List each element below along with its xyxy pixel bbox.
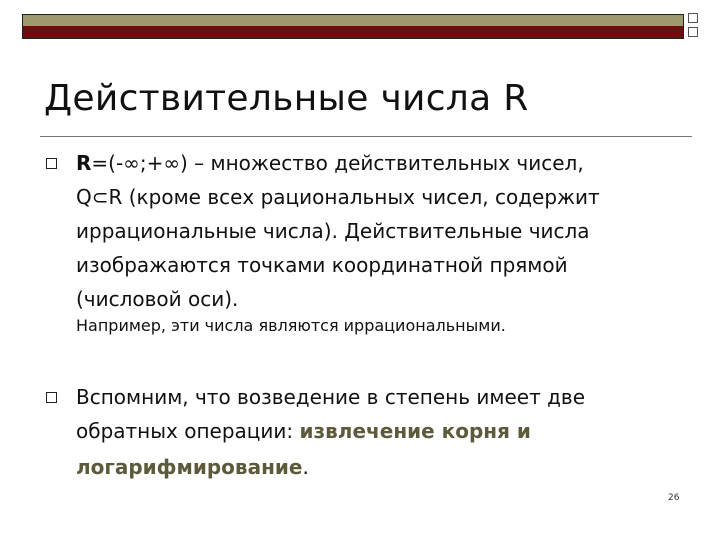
header-band-maroon xyxy=(22,26,684,39)
bullet-marker-1 xyxy=(46,158,57,169)
bullet-2-line-1: Вспомним, что возведение в степень имеет две xyxy=(76,385,585,409)
bullet-1-line-3: иррациональные числа). Действительные числа xyxy=(76,219,590,243)
bold-r: R xyxy=(76,151,92,175)
accent-root-extraction: извлечение корня и xyxy=(299,419,531,443)
corner-square-bottom xyxy=(688,27,698,37)
bullet-1-line-2: Q⊂R (кроме всех рациональных чисел, содержит xyxy=(76,185,600,209)
accent-logarithm: логарифмирование xyxy=(76,455,303,479)
bullet-2-line-3 xyxy=(76,452,309,482)
bullet-1-line-4: изображаются точками координатной прямой xyxy=(76,253,568,277)
slide-title: Действительные числа R xyxy=(44,78,529,119)
bullet-marker-2 xyxy=(46,392,57,403)
bullet-1-line-5: (числовой оси). xyxy=(76,287,239,311)
title-underline xyxy=(40,136,692,137)
page-number: 26 xyxy=(668,493,680,503)
corner-square-top xyxy=(688,13,698,23)
bullet-2-line-3-end: . xyxy=(302,455,309,479)
bullet-2-line-2 xyxy=(76,416,531,446)
bullet-1-line-1-rest: =(-∞;+∞) – множество действительных чисел, xyxy=(91,151,584,175)
example-note: Например, эти числа являются иррациональными. xyxy=(76,316,506,335)
bullet-1-line-1 xyxy=(76,148,584,178)
bullet-2-line-2-plain: обратных операции: xyxy=(76,419,300,443)
